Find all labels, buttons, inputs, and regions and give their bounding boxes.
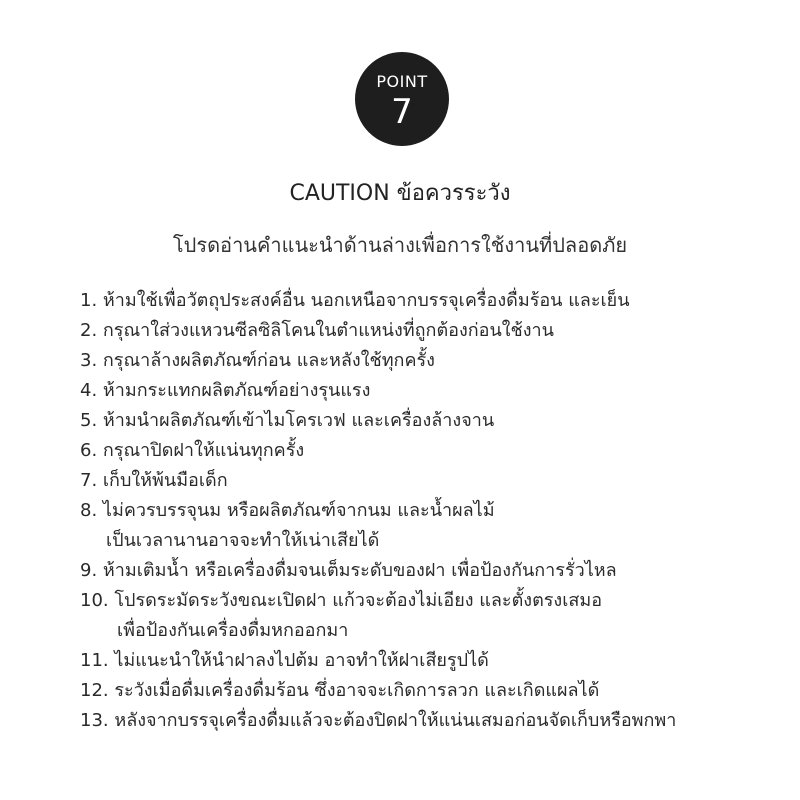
list-item-continuation: เพื่อป้องกันเครื่องดื่มหกออกมา [117, 620, 349, 641]
list-item [80, 556, 780, 586]
list-item-text: 3. กรุณาล้างผลิตภัณฑ์ก่อน และหลังใช้ทุกครั้ง [80, 350, 435, 371]
list-item [80, 466, 780, 496]
list-item [80, 286, 780, 316]
list-item [80, 496, 780, 556]
list-item [80, 346, 780, 376]
page-subtitle: โปรดอ่านคำแนะนำด้านล่างเพื่อการใช้งานที่ปลอดภัย [172, 233, 628, 257]
page-title: CAUTION ข้อควรระวัง [289, 181, 511, 206]
list-item-text: 2. กรุณาใส่วงแหวนซีลซิลิโคนในตำแหน่งที่ถูกต้องก่อนใช้งาน [80, 320, 554, 341]
list-item-text: 6. กรุณาปิดฝาให้แน่นทุกครั้ง [80, 440, 305, 461]
list-item-text: 12. ระวังเมื่อดื่มเครื่องดื่มร้อน ซึ่งอาจจะเกิดการลวก และเกิดแผลได้ [80, 680, 600, 701]
list-item [80, 586, 780, 646]
list-item-text: 10. โปรดระมัดระวังขณะเปิดฝา แก้วจะต้องไม่เอียง และตั้งตรงเสมอ [80, 590, 603, 611]
list-item [80, 646, 780, 676]
list-item [80, 376, 780, 406]
list-item-text: 11. ไม่แนะนำให้นำฝาลงไปต้ม อาจทำให้ฝาเสียรูปได้ [80, 650, 489, 671]
list-item-text: 9. ห้ามเติมน้ำ หรือเครื่องดื่มจนเต็มระดับของฝา เพื่อป้องกันการรั่วไหล [80, 560, 617, 581]
list-item-text: 4. ห้ามกระแทกผลิตภัณฑ์อย่างรุนแรง [80, 380, 371, 401]
list-item-text: 1. ห้ามใช้เพื่อวัตถุประสงค์อื่น นอกเหนือจากบรรจุเครื่องดื่มร้อน และเย็น [80, 290, 630, 311]
list-item [80, 706, 780, 736]
list-item-text: 13. หลังจากบรรจุเครื่องดื่มแล้วจะต้องปิดฝาให้แน่นเสมอก่อนจัดเก็บหรือพกพา [80, 710, 677, 731]
badge-word: POINT [376, 72, 428, 91]
list-item-continuation: เป็นเวลานานอาจจะทำให้เน่าเสียได้ [106, 530, 380, 551]
list-item [80, 316, 780, 346]
list-item-text: 7. เก็บให้พ้นมือเด็ก [80, 470, 228, 491]
list-item-text: 8. ไม่ควรบรรจุนม หรือผลิตภัณฑ์จากนม และน้ำผลไม้ [80, 500, 495, 521]
point-badge [355, 52, 449, 146]
list-item-text: 5. ห้ามนำผลิตภัณฑ์เข้าไมโครเวฟ และเครื่องล้างจาน [80, 410, 495, 431]
badge-number: 7 [391, 92, 413, 132]
list-item [80, 676, 780, 706]
list-item [80, 436, 780, 466]
list-item [80, 406, 780, 436]
caution-list [80, 286, 780, 736]
